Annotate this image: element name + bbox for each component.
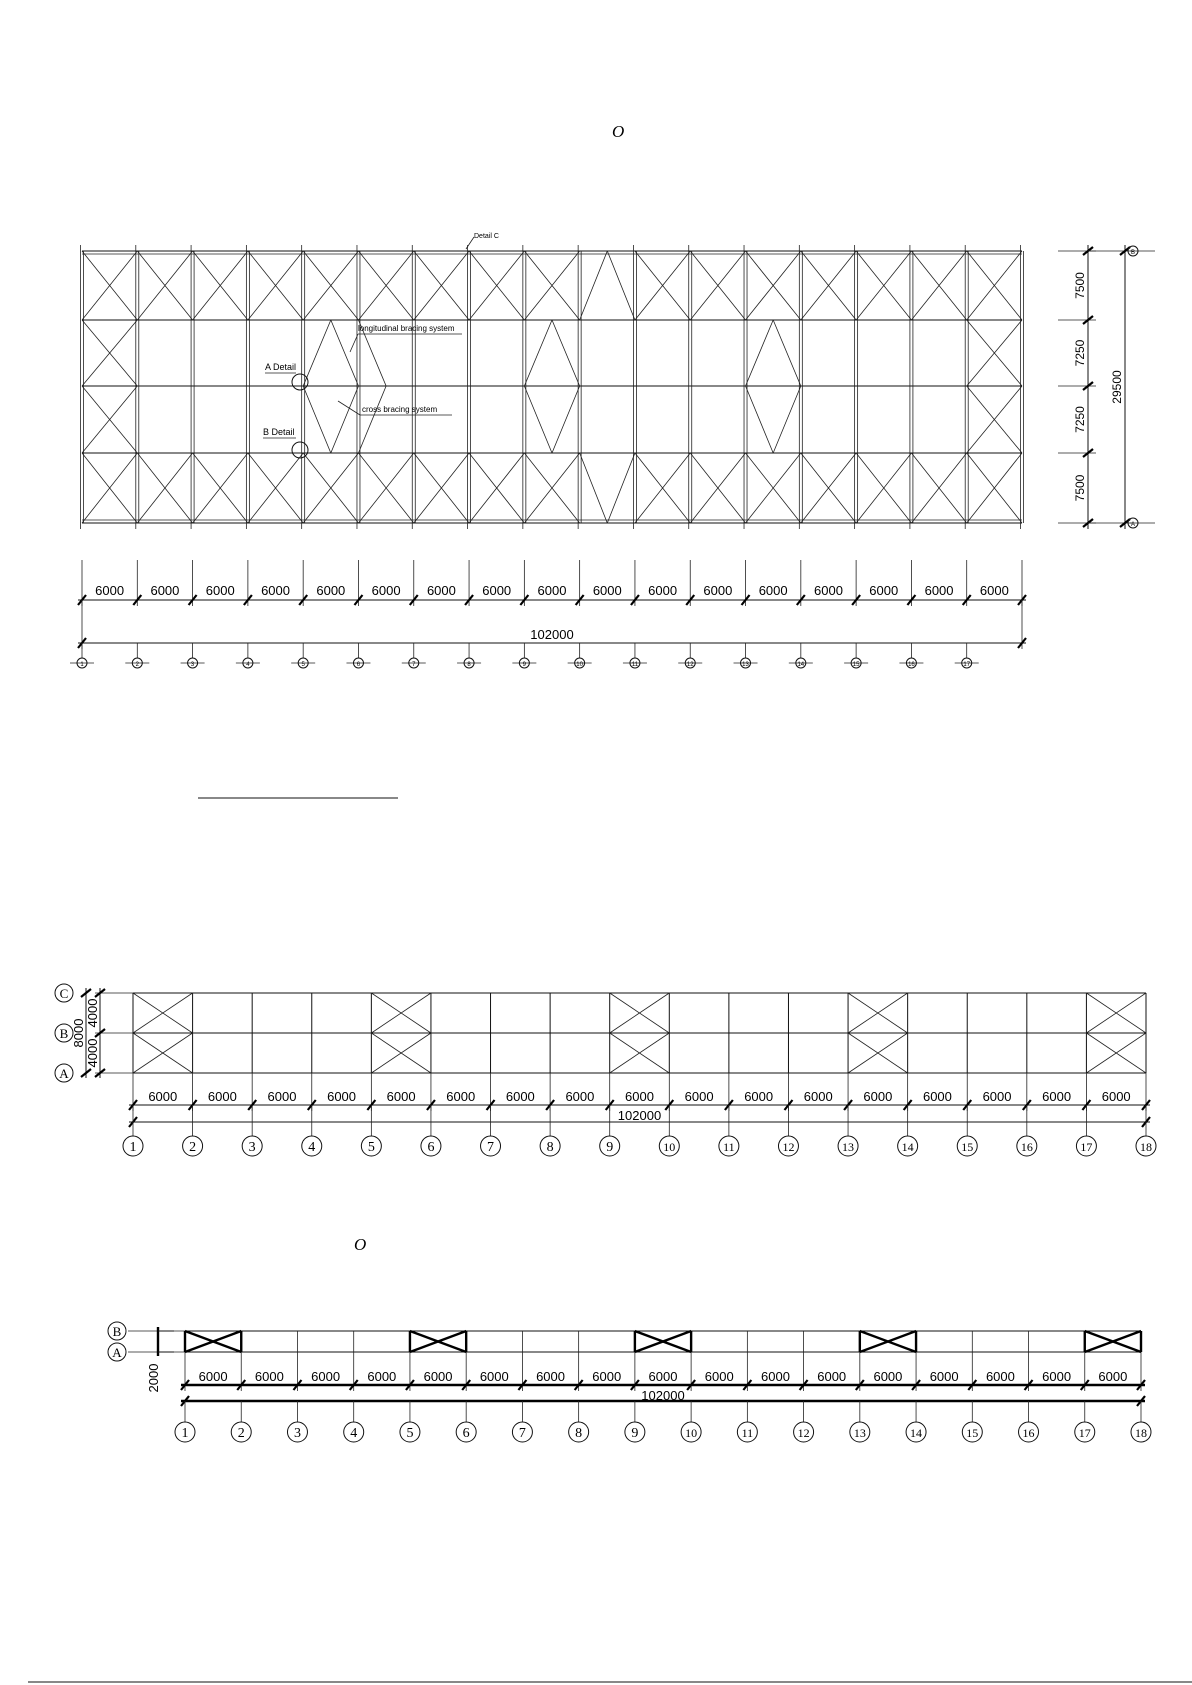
grid-label: 10 xyxy=(576,662,583,668)
longitudinal-bracing-label: longitudinal bracing system xyxy=(358,324,455,333)
axis-label: A xyxy=(1130,522,1136,528)
bracing-diagonal xyxy=(746,320,774,386)
bay-dimension-value: 6000 xyxy=(254,1369,284,1384)
grid-label: 15 xyxy=(961,1140,974,1154)
detail-c-leader xyxy=(466,237,474,249)
grid-label: 14 xyxy=(901,1140,914,1154)
plan-frame-grid xyxy=(95,993,1146,1073)
bay-dimension-value: 6000 xyxy=(205,583,235,598)
grid-label: 8 xyxy=(467,662,471,668)
bracing-diagonal xyxy=(524,320,552,386)
grid-axis-bubbles xyxy=(175,1401,1151,1442)
bay-dimension-chain xyxy=(78,560,1026,649)
a-detail-marker xyxy=(292,374,308,390)
bay-dimension-value: 6000 xyxy=(979,583,1009,598)
bracing-diagonal xyxy=(358,386,386,453)
bay-dimension-value: 6000 xyxy=(327,1089,357,1104)
bay-dimension-value: 6000 xyxy=(479,1369,509,1384)
bay-dimension-value: 6000 xyxy=(371,583,401,598)
bay-dimension-value: 6000 xyxy=(924,583,954,598)
bay-dimension-value: 6000 xyxy=(148,1089,178,1104)
bay-dimension-chain xyxy=(129,1073,1150,1127)
detail-c-label: Detail C xyxy=(474,233,499,240)
grid-label: 14 xyxy=(797,662,805,668)
figure1-symbol: O xyxy=(612,122,625,141)
bay-dimension-value: 6000 xyxy=(592,583,622,598)
span-dimension-value: 7250 xyxy=(1073,406,1087,433)
span-total-value: 29500 xyxy=(1110,370,1124,404)
bay-dimension-value: 6000 xyxy=(758,583,788,598)
grid-label: 16 xyxy=(1022,1426,1035,1440)
cross-bracing-label: cross bracing system xyxy=(362,405,438,414)
grid-label: 8 xyxy=(546,1140,554,1155)
b-detail-label: B Detail xyxy=(263,427,295,437)
bracing-diagonal xyxy=(746,386,774,453)
grid-label: 7 xyxy=(518,1426,526,1441)
grid-label: 1 xyxy=(80,662,84,668)
grid-label: 4 xyxy=(350,1426,358,1441)
grid-label: 2 xyxy=(189,1140,197,1155)
bracing-diagonal xyxy=(524,386,552,453)
grid-label: 8 xyxy=(575,1426,583,1441)
row-dimension-value: 4000 xyxy=(85,1038,100,1068)
b-detail-marker xyxy=(292,442,308,458)
bay-dimension-value: 6000 xyxy=(536,1369,565,1384)
bracing-diagonal xyxy=(552,320,580,386)
span-dimension-value: 7500 xyxy=(1073,474,1087,502)
grid-label: 11 xyxy=(723,1140,735,1154)
bracing-diagonal xyxy=(331,320,359,386)
grid-label: 18 xyxy=(1140,1140,1152,1154)
grid-label: 18 xyxy=(1135,1426,1147,1440)
row-dimension-chain xyxy=(108,1322,174,1392)
row-label: A xyxy=(112,1345,122,1360)
grid-label: 4 xyxy=(246,662,250,668)
bay-dimension-value: 6000 xyxy=(505,1089,535,1104)
row-label: C xyxy=(59,986,69,1001)
roof-bracing-members xyxy=(82,251,1022,523)
grid-label: 10 xyxy=(663,1140,676,1154)
bay-dimension-value: 6000 xyxy=(367,1369,397,1384)
bay-dimension-value: 6000 xyxy=(446,1089,476,1104)
grid-label: 12 xyxy=(782,1140,795,1154)
grid-label: 5 xyxy=(301,662,305,668)
bay-dimension-value: 6000 xyxy=(703,583,733,598)
grid-label: 14 xyxy=(910,1426,923,1440)
bay-dimension-value: 6000 xyxy=(648,1369,678,1384)
grid-label: 16 xyxy=(1020,1140,1033,1154)
total-dimension-value: 102000 xyxy=(530,627,574,642)
bracing-diagonal xyxy=(580,453,608,523)
grid-label: 1 xyxy=(129,1140,137,1155)
grid-axis-bubbles xyxy=(70,643,979,668)
bay-dimension-value: 6000 xyxy=(704,1369,734,1384)
bay-dimension-value: 6000 xyxy=(817,1369,847,1384)
bay-dimension-value: 6000 xyxy=(1042,1369,1072,1384)
grid-label: 1 xyxy=(181,1426,189,1441)
bay-dimension-value: 6000 xyxy=(423,1369,453,1384)
plan-frame-grid xyxy=(128,1331,1141,1352)
bay-dimension-value: 6000 xyxy=(982,1089,1012,1104)
bay-dimension-value: 6000 xyxy=(625,1089,654,1104)
bracing-diagonal xyxy=(331,386,359,453)
bay-dimension-value: 6000 xyxy=(482,583,512,598)
bay-dimension-value: 6000 xyxy=(869,583,899,598)
grid-label: 15 xyxy=(966,1426,979,1440)
grid-label: 10 xyxy=(685,1426,698,1440)
a-detail-label: A Detail xyxy=(265,362,297,372)
bay-dimension-value: 6000 xyxy=(565,1089,595,1104)
bay-dimension-value: 6000 xyxy=(386,1089,416,1104)
bay-dimension-value: 6000 xyxy=(1098,1369,1128,1384)
bay-dimension-value: 6000 xyxy=(929,1369,959,1384)
row-total-value: 2000 xyxy=(146,1363,161,1393)
grid-label: 9 xyxy=(606,1140,614,1155)
grid-label: 6 xyxy=(462,1426,470,1441)
grid-label: 7 xyxy=(412,662,416,668)
bay-dimension-value: 6000 xyxy=(761,1369,790,1384)
bay-dimension-value: 6000 xyxy=(922,1089,952,1104)
bay-dimension-value: 6000 xyxy=(592,1369,622,1384)
bay-dimension-value: 6000 xyxy=(95,583,125,598)
span-dimension-chain xyxy=(1058,245,1155,529)
bay-dimension-value: 6000 xyxy=(267,1089,297,1104)
bay-dimension-value: 6000 xyxy=(198,1369,228,1384)
grid-label: 17 xyxy=(1078,1426,1091,1440)
bracing-diagonal xyxy=(773,386,801,453)
grid-label: 12 xyxy=(797,1426,810,1440)
bracing-diagonal xyxy=(303,320,331,386)
bay-dimension-value: 6000 xyxy=(316,583,346,598)
row-label: B xyxy=(59,1026,69,1041)
grid-label: 16 xyxy=(908,662,915,668)
grid-label: 5 xyxy=(367,1140,375,1155)
bay-dimension-value: 6000 xyxy=(684,1089,714,1104)
grid-label: 3 xyxy=(248,1140,256,1155)
bay-dimension-value: 6000 xyxy=(985,1369,1015,1384)
bay-dimension-value: 6000 xyxy=(426,583,456,598)
grid-label: 15 xyxy=(852,662,860,668)
bay-dimension-value: 6000 xyxy=(207,1089,237,1104)
span-dimension-value: 7250 xyxy=(1073,339,1087,367)
bay-dimension-value: 6000 xyxy=(814,583,843,598)
grid-label: 6 xyxy=(356,662,361,668)
bay-dimension-value: 6000 xyxy=(744,1089,774,1104)
bay-dimension-value: 6000 xyxy=(1101,1089,1131,1104)
grid-label: 2 xyxy=(135,662,139,668)
bracing-plan-8000 xyxy=(55,984,1156,1156)
grid-label: 9 xyxy=(522,662,527,668)
bay-dimension-value: 6000 xyxy=(863,1089,893,1104)
grid-label: 17 xyxy=(963,662,971,668)
grid-label: 13 xyxy=(842,1140,855,1154)
bracing-plan-2000 xyxy=(108,1235,1151,1442)
figure3-symbol: O xyxy=(354,1235,367,1254)
bay-dimension-chain xyxy=(181,1352,1145,1406)
bracing-diagonal xyxy=(773,320,801,386)
grid-label: 6 xyxy=(427,1140,435,1155)
grid-label: 9 xyxy=(631,1426,639,1441)
grid-label: 11 xyxy=(631,662,639,668)
bracing-diagonal xyxy=(552,386,580,453)
roof-bracing-plan xyxy=(70,122,1155,668)
grid-label: 4 xyxy=(308,1140,316,1155)
bay-dimension-value: 6000 xyxy=(261,583,290,598)
grid-label: 2 xyxy=(237,1426,245,1441)
total-dimension-value: 102000 xyxy=(617,1108,662,1123)
bracing-diagonal xyxy=(303,386,331,453)
row-label: B xyxy=(112,1324,122,1339)
row-label: A xyxy=(59,1066,69,1081)
bay-dimension-value: 6000 xyxy=(803,1089,833,1104)
grid-label: 3 xyxy=(293,1426,301,1441)
bracing-diagonal xyxy=(607,453,635,523)
row-total-value: 8000 xyxy=(71,1018,86,1048)
bay-dimension-value: 6000 xyxy=(648,583,678,598)
grid-label: 5 xyxy=(406,1426,414,1441)
bracing-diagonal xyxy=(607,251,635,320)
grid-label: 13 xyxy=(742,662,749,668)
bay-dimension-value: 6000 xyxy=(1042,1089,1072,1104)
grid-label: 7 xyxy=(487,1140,495,1155)
span-dimension-value: 7500 xyxy=(1073,272,1087,299)
axis-label: B xyxy=(1130,250,1136,256)
bay-dimension-value: 6000 xyxy=(150,583,180,598)
bay-dimension-value: 6000 xyxy=(537,583,567,598)
bay-dimension-value: 6000 xyxy=(873,1369,903,1384)
grid-label: 12 xyxy=(686,662,694,668)
total-dimension-value: 102000 xyxy=(641,1388,685,1403)
grid-label: 13 xyxy=(853,1426,866,1440)
bracing-diagonal xyxy=(580,251,608,320)
grid-label: 3 xyxy=(190,662,195,668)
grid-label: 11 xyxy=(741,1426,754,1440)
bay-dimension-value: 6000 xyxy=(311,1369,341,1384)
row-dimension-value: 4000 xyxy=(85,998,100,1028)
grid-label: 17 xyxy=(1080,1140,1093,1154)
